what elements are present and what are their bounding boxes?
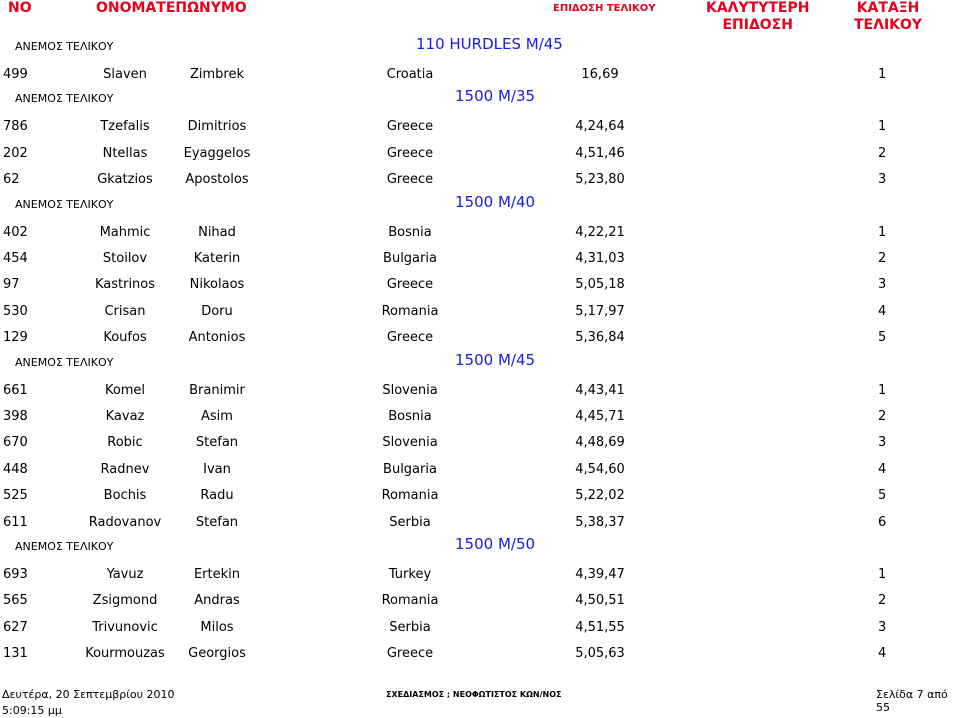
athlete-number: 565 (3, 593, 28, 609)
athlete-last-name: Kourmouzas (85, 646, 165, 662)
result-row (0, 166, 960, 192)
athlete-country: Greece (386, 646, 434, 662)
wind-label: ΑΝΕΜΟΣ ΤΕΛΙΚΟΥ (15, 92, 114, 106)
athlete-rank: 3 (878, 435, 887, 451)
result-row (0, 271, 960, 297)
athlete-performance: 4,51,55 (575, 619, 625, 635)
result-row (0, 113, 960, 139)
athlete-rank: 1 (878, 382, 887, 398)
result-row (0, 403, 960, 429)
athlete-rank: 1 (878, 224, 887, 240)
athlete-rank: 3 (878, 277, 887, 293)
athlete-last-name: Trivunovic (92, 619, 158, 635)
event-section-header (0, 87, 960, 113)
athlete-rank: 2 (878, 593, 887, 609)
athlete-last-name: Crisan (104, 303, 146, 319)
result-row (0, 324, 960, 350)
wind-label: ΑΝΕΜΟΣ ΤΕΛΙΚΟΥ (15, 355, 114, 369)
athlete-number: 129 (3, 330, 28, 346)
result-row (0, 245, 960, 271)
athlete-last-name: Kastrinos (94, 277, 156, 293)
best-performance-line2: ΕΠΙΔΟΣΗ (722, 17, 793, 33)
event-section-header (0, 35, 960, 61)
athlete-country: Slovenia (382, 382, 438, 398)
athlete-first-name: Georgios (188, 646, 246, 662)
athlete-country: Greece (386, 172, 434, 188)
athlete-last-name: Tzefalis (100, 119, 150, 135)
athlete-rank: 2 (878, 145, 887, 161)
result-row (0, 614, 960, 640)
athlete-last-name: Mahmic (99, 224, 151, 240)
athlete-first-name: Branimir (189, 382, 245, 398)
athlete-last-name: Yavuz (106, 567, 144, 582)
athlete-last-name: Ntellas (102, 145, 148, 161)
athlete-number: 448 (3, 461, 28, 477)
athlete-rank: 4 (878, 303, 887, 319)
athlete-rank: 1 (878, 119, 887, 135)
athlete-country: Bosnia (388, 409, 432, 424)
athlete-performance: 5,17,97 (575, 303, 625, 319)
column-header-final-rank (854, 0, 922, 34)
athlete-first-name: Nikolaos (189, 277, 245, 293)
athlete-first-name: Doru (201, 303, 233, 319)
athlete-country: Bosnia (388, 224, 432, 240)
athlete-rank: 5 (878, 330, 887, 346)
event-section-header (0, 351, 960, 377)
event-section-header (0, 193, 960, 219)
athlete-number: 202 (3, 145, 28, 161)
athlete-number: 661 (3, 382, 28, 398)
athlete-first-name: Stefan (195, 514, 239, 530)
athlete-last-name: Stoilov (102, 251, 148, 266)
athlete-number: 499 (3, 67, 28, 82)
athlete-last-name: Radovanov (88, 514, 162, 530)
athlete-first-name: Apostolos (185, 172, 249, 188)
athlete-number: 62 (3, 172, 20, 188)
athlete-performance: 4,51,46 (575, 145, 625, 161)
athlete-number: 131 (3, 646, 28, 662)
event-title: 1500 M/40 (455, 192, 536, 211)
athlete-rank: 2 (878, 409, 887, 424)
athlete-performance: 16,69 (581, 67, 619, 82)
event-title: 1500 M/45 (455, 350, 536, 369)
athlete-last-name: Gkatzios (97, 172, 153, 188)
athlete-rank: 6 (878, 514, 887, 530)
athlete-performance: 4,48,69 (575, 435, 625, 451)
athlete-number: 97 (3, 277, 20, 293)
athlete-country: Bulgaria (383, 461, 437, 477)
athlete-rank: 2 (878, 251, 887, 266)
column-header-name: ΟΝΟΜΑΤΕΠΩΝΥΜΟ (96, 0, 247, 16)
best-performance-line1: ΚΑΛΥΤΥΤΕΡΗ (706, 0, 810, 16)
footer-time: 5:09:15 μμ (2, 704, 62, 717)
rank-line2: ΤΕΛΙΚΟΥ (854, 17, 923, 33)
athlete-first-name: Milos (200, 619, 234, 635)
athlete-rank: 4 (878, 646, 887, 662)
athlete-last-name: Komel (104, 382, 146, 398)
footer-date: Δευτέρα, 20 Σεπτεμβρίου 2010 (2, 688, 175, 701)
rank-line1: ΚΑΤΑΞΗ (856, 0, 920, 16)
athlete-first-name: Ertekin (193, 567, 241, 582)
result-row (0, 482, 960, 508)
athlete-last-name: Bochis (103, 488, 147, 504)
athlete-rank: 3 (878, 619, 887, 635)
athlete-last-name: Slaven (103, 67, 147, 82)
footer-page-number: Σελίδα 7 από 55 (876, 688, 948, 714)
athlete-country: Greece (386, 145, 434, 161)
athlete-number: 525 (3, 488, 28, 504)
athlete-number: 611 (3, 514, 28, 530)
athlete-performance: 5,23,80 (575, 172, 625, 188)
athlete-first-name: Andras (194, 593, 240, 609)
event-title: 1500 M/50 (455, 535, 536, 553)
athlete-performance: 5,05,63 (575, 646, 625, 662)
column-header-no: ΝΟ (8, 0, 32, 16)
athlete-last-name: Radnev (100, 461, 150, 477)
athlete-first-name: Radu (200, 488, 234, 504)
athlete-country: Greece (386, 277, 434, 293)
result-row (0, 640, 960, 666)
athlete-country: Slovenia (382, 435, 438, 451)
wind-label: ΑΝΕΜΟΣ ΤΕΛΙΚΟΥ (15, 40, 114, 53)
athlete-performance: 4,22,21 (575, 224, 625, 240)
athlete-number: 627 (3, 619, 28, 635)
athlete-performance: 5,36,84 (575, 330, 625, 346)
athlete-performance: 4,31,03 (575, 251, 625, 266)
athlete-performance: 5,38,37 (575, 514, 625, 530)
athlete-number: 693 (3, 567, 28, 582)
athlete-first-name: Nihad (198, 224, 236, 240)
athlete-performance: 4,39,47 (575, 567, 625, 582)
athlete-country: Greece (386, 330, 434, 346)
event-title: 1500 M/35 (455, 87, 536, 106)
athlete-performance: 5,05,18 (575, 277, 625, 293)
athlete-country: Croatia (386, 67, 434, 82)
athlete-country: Serbia (389, 619, 431, 635)
athlete-first-name: Katerin (193, 251, 241, 266)
athlete-number: 454 (3, 251, 28, 266)
athlete-performance: 4,24,64 (575, 119, 625, 135)
athlete-country: Turkey (388, 567, 432, 582)
event-title: 110 HURDLES M/45 (416, 35, 563, 53)
result-row (0, 587, 960, 613)
result-row (0, 140, 960, 166)
result-row (0, 219, 960, 245)
result-row (0, 456, 960, 482)
athlete-last-name: Koufos (103, 330, 147, 346)
athlete-rank: 4 (878, 461, 887, 477)
athlete-country: Serbia (389, 514, 431, 530)
column-header-final-performance: ΕΠΙΔΟΣΗ ΤΕΛΙΚΟΥ (553, 3, 656, 14)
athlete-first-name: Zimbrek (189, 67, 245, 82)
result-row (0, 298, 960, 324)
athlete-rank: 3 (878, 172, 887, 188)
event-section-header (0, 535, 960, 561)
athlete-first-name: Eyaggelos (183, 145, 251, 161)
athlete-number: 398 (3, 409, 28, 424)
athlete-last-name: Zsigmond (92, 593, 158, 609)
athlete-last-name: Robic (107, 435, 143, 451)
athlete-first-name: Dimitrios (187, 119, 247, 135)
athlete-country: Romania (381, 303, 439, 319)
athlete-number: 402 (3, 224, 28, 240)
result-row (0, 561, 960, 587)
wind-label: ΑΝΕΜΟΣ ΤΕΛΙΚΟΥ (15, 540, 114, 553)
footer-design-credit: ΣΧΕΔΙΑΣΜΟΣ ; ΝΕΟΦΩΤΙΣΤΟΣ ΚΩΝ/ΝΟΣ (386, 690, 562, 699)
athlete-country: Bulgaria (383, 251, 437, 266)
athlete-first-name: Ivan (203, 461, 231, 477)
column-header-best-performance (706, 0, 809, 34)
result-row (0, 429, 960, 455)
athlete-country: Romania (381, 593, 439, 609)
result-row (0, 61, 960, 87)
wind-label: ΑΝΕΜΟΣ ΤΕΛΙΚΟΥ (15, 197, 114, 211)
athlete-country: Greece (386, 119, 434, 135)
athlete-rank: 1 (878, 67, 887, 82)
result-row (0, 509, 960, 535)
athlete-last-name: Kavaz (105, 409, 145, 424)
athlete-rank: 5 (878, 488, 887, 504)
athlete-performance: 4,50,51 (575, 593, 625, 609)
athlete-performance: 4,54,60 (575, 461, 625, 477)
athlete-first-name: Antonios (188, 330, 246, 346)
athlete-first-name: Stefan (195, 435, 239, 451)
athlete-performance: 4,43,41 (575, 382, 625, 398)
athlete-number: 786 (3, 119, 28, 135)
athlete-performance: 5,22,02 (575, 488, 625, 504)
athlete-first-name: Asim (201, 409, 233, 424)
result-row (0, 377, 960, 403)
athlete-number: 530 (3, 303, 28, 319)
athlete-rank: 1 (878, 567, 887, 582)
athlete-number: 670 (3, 435, 28, 451)
athlete-performance: 4,45,71 (575, 409, 625, 424)
athlete-country: Romania (381, 488, 439, 504)
